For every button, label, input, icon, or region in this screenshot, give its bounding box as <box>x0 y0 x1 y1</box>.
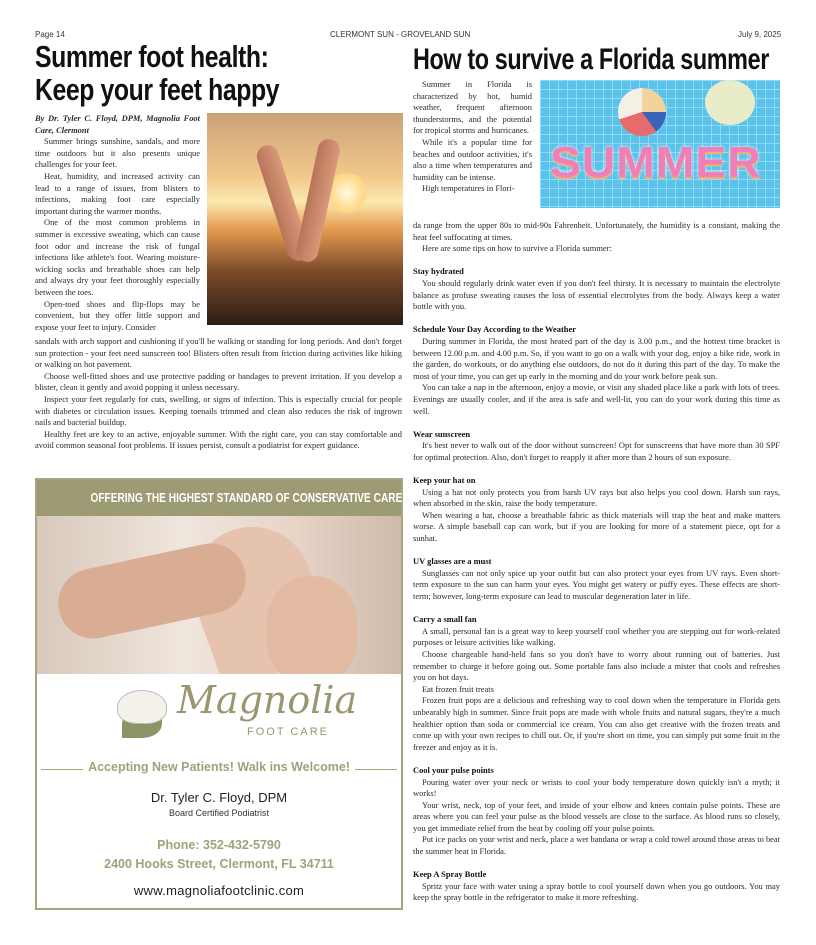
doctor-title: Board Certified Podiatrist <box>168 808 270 818</box>
left-article-wide <box>35 336 402 452</box>
left-article-column <box>35 113 200 333</box>
paragraph: Heat, humidity, and increased activity can lead to a range of issues, from blisters to infections, making foot care especially important during the warmer months. <box>35 170 200 216</box>
paragraph: During summer in Florida, the most heated part of the day is 3.00 p.m., and the hottest time bracket is between 12.00 p.m. and 4.00 p.m. So, if you want to go on a walk with your dog, enjoy a bike ride, work in the garden, do workouts, or do anything else outdoors, do not do it during this part of the day. To make the most of your time, you can get up early in the morning and do your work before peak sun. <box>413 335 780 381</box>
paragraph: High temperatures in Flori- <box>422 183 515 194</box>
section-heading: Cool your pulse points <box>413 764 494 775</box>
page-number: Page 14 <box>35 30 65 39</box>
paper-name: CLERMONT SUN - GROVELAND SUN <box>330 30 471 39</box>
feet-sunset-photo <box>207 113 403 325</box>
byline: By Dr. Tyler C. Floyd, DPM, Magnolia Foot Care, Clermont <box>35 113 200 135</box>
paragraph: Frozen fruit pops are a delicious and refreshing way to cool down when the temperature in Florida gets unbearably high in summer. Since fruit pops are made with whole fruits and natural sugars, they're a much healthier option than soda or commercial ice cream. You can also get creative with the frozen treats and come up with your own recipes to chill out. Or, if you're short on time, you can simply put some fruit in the freezer and enjoy as it is. <box>413 695 780 752</box>
summer-pool-photo <box>540 80 780 208</box>
section-heading: Carry a small fan <box>413 614 477 625</box>
paragraph: Here are some tips on how to survive a Florida summer: <box>422 243 612 254</box>
section-heading: Keep your hat on <box>413 475 476 486</box>
magnolia-flower-icon <box>117 685 172 745</box>
section-heading: Keep A Spray Bottle <box>413 869 487 880</box>
right-article-column <box>413 79 532 195</box>
paragraph: When wearing a hat, choose a breathable fabric as thick materials will trap the heat and make matters worse. A simple baseball cap can work, but if you are looking for more of a statement piece, opt for a sunhat. <box>413 509 780 544</box>
left-headline-line2: Keep your feet happy <box>35 72 280 107</box>
ball <box>705 80 755 125</box>
paragraph: A small, personal fan is a great way to keep yourself cool whether you are stepping out for work-related purposes or leisure activities like walking. <box>413 625 780 648</box>
paragraph: Inspect your feet regularly for cuts, swelling, or signs of infection. This is especially crucial for people with diabetes or circulation issues. Keeping toenails trimmed and clean also reduces the risk of ingrown nails and bacterial buildup. <box>35 393 402 428</box>
foot-massage-photo <box>37 516 401 674</box>
paragraph: sandals with arch support and cushioning if you'll be walking or standing for long periods. And don't forget sun protection - your feet need sunscreen too! Blisters often result from friction during activities like hiking or walking on hot pavement. <box>35 336 402 370</box>
paragraph: Using a hat not only protects you from harsh UV rays but also helps you cool down. Harsh sun rays, when absorbed in the skin, raise the body temperature. <box>413 486 780 509</box>
ad-website-link[interactable]: www.magnoliafootclinic.com <box>133 883 305 898</box>
ad-tagline: Accepting New Patients! Walk ins Welcome! <box>88 760 350 774</box>
paragraph: Eat frozen fruit treats <box>422 683 494 694</box>
magnolia-logo: Magnolia <box>177 678 358 722</box>
ad-address: 2400 Hooks Street, Clermont, FL 34711 <box>104 857 334 871</box>
left-headline-line1: Summer foot health: <box>35 39 269 74</box>
paragraph: It's best never to walk out of the door without sunscreen! Opt for sunscreens that have more than 30 SPF for optimal protection. Also, don't forget to reapply it after more than 2 hours of sun exposure. <box>413 440 780 462</box>
section-heading: Stay hydrated <box>413 266 464 277</box>
doctor-name: Dr. Tyler C. Floyd, DPM <box>150 790 288 805</box>
paragraph: Open-toed shoes and flip-flops may be convenient, but they offer little support and expose your feet to injury. Consider <box>35 298 200 332</box>
beach-ball <box>618 88 666 136</box>
paragraph: Pouring water over your neck or wrists to cool your body temperature down quickly isn't a myth; it works! <box>413 776 780 799</box>
paragraph: Sunglasses can not only spice up your outfit but can also protect your eyes from UV rays. Even short-term exposure to the sun can harm your eyes. You might get watery or puffy eyes. These effects are short-term; however, long-term exposure can lead to muscular degeneration later in life. <box>413 567 780 601</box>
logo-subtitle: FOOT CARE <box>247 726 329 738</box>
tips-sections <box>413 266 780 904</box>
paragraph: Put ice packs on your wrist and neck, place a wet bandana or wrap a cold towel around those areas to beat the summer heat in Florida. <box>413 834 780 857</box>
paragraph: Healthy feet are key to an active, enjoyable summer. With the right care, you can stay comfortable and avoid common seasonal foot problems. If issues persist, consult a podiatrist for expert guidance. <box>35 428 402 451</box>
paragraph: Summer brings sunshine, sandals, and more time outdoors but it also presents unique challenges for your feet. <box>35 136 200 170</box>
section-heading: UV glasses are a must <box>413 556 492 567</box>
paragraph: da range from the upper 80s to mid-90s Fahrenheit. Unfortunately, the humidity is a constant, making the heat feel suffocating at times. <box>413 220 780 242</box>
paragraph: Choose well-fitted shoes and use protective padding or bandages to prevent irritation. If you develop a blister, clean it gently and avoid popping it unless necessary. <box>35 370 402 393</box>
paragraph: While it's a popular time for beaches and outdoor activities, it's also a time when temperatures and humidity can be intense. <box>413 136 532 182</box>
section-heading: Wear sunscreen <box>413 428 471 439</box>
right-headline: How to survive a Florida summer <box>413 43 769 76</box>
paragraph: You should regularly drink water even if you don't feel thirsty. It is necessary to maintain the electrolyte balance as profuse sweating causes the loss of essential electrolytes from the body. Always keep a water bottle with you. <box>413 277 780 312</box>
issue-date: July 9, 2025 <box>738 30 782 39</box>
paragraph: Spritz your face with water using a spray bottle to cool yourself down when you go outdoors. You may keep the spray bottle in the refrigerator to make it more refreshing. <box>413 880 780 903</box>
paragraph: Choose chargeable hand-held fans so you don't have to worry about running out of batteries. Just remember to charge it before going out. Some portable fans also include a mister that cools and refreshes you on hot days. <box>413 648 780 683</box>
paragraph: One of the most common problems in summer is excessive sweating, which can cause foot odor and increase the risk of fungal infections like athlete's foot. Wearing moisture-wicking socks and breathable shoes can help and always dry your feet thoroughly especially between the toes. <box>35 217 200 297</box>
summer-image-lettering: SUMMER <box>550 138 762 187</box>
ad-banner: OFFERING THE HIGHEST STANDARD OF CONSERVATIVE CARE IN PODIATRY <box>37 480 401 516</box>
paragraph: Summer in Florida is characterized by hot, humid weather, frequent afternoon thunderstorms, and the potential for tropical storms and hurricanes. <box>413 79 532 136</box>
right-article-wide <box>413 220 780 904</box>
paragraph: Your wrist, neck, top of your feet, and inside of your elbow and knees contain pulse points. These are areas where you can feel your pulse as the blood vessels are close to the surface. As blood runs so closely, you get immediate relief from the heat by cooling off your pulse points. <box>413 799 780 833</box>
ad-phone: Phone: 352-432-5790 <box>157 838 281 852</box>
paragraph: You can take a nap in the afternoon, enjoy a movie, or visit any shaded place like a park with lots of trees. Evenings are usually cooler, and if the area is safe and well-lit, you can do your work during this time as well. <box>413 382 780 416</box>
section-heading: Schedule Your Day According to the Weather <box>413 324 576 335</box>
